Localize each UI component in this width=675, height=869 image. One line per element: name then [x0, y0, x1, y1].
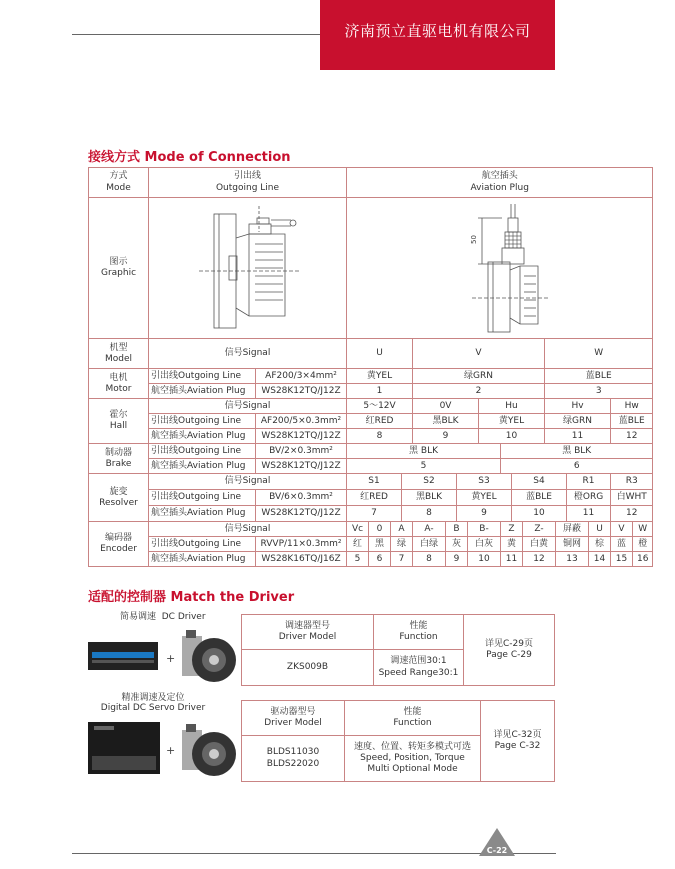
table-row	[89, 444, 653, 459]
encoder-pin: 15	[611, 552, 633, 567]
hall-color: 红RED	[347, 414, 413, 429]
table-row	[89, 459, 653, 474]
hall-signal: Hu	[479, 399, 545, 414]
servo-driver-photo	[86, 716, 238, 780]
resolver-pin: 7	[347, 506, 402, 522]
table-row	[89, 369, 653, 384]
encoder-signal: B-	[468, 522, 501, 537]
motor-plug-spec: WS28K12TQ/J12Z	[256, 384, 347, 399]
encoder-signal: W	[633, 522, 653, 537]
brake-color: 黑 BLK	[501, 444, 653, 459]
encoder-color: 黄	[501, 537, 523, 552]
resolver-signal: S1	[347, 474, 402, 490]
resolver-color: 黄YEL	[457, 490, 512, 506]
encoder-signal: B	[446, 522, 468, 537]
encoder-signal: A-	[413, 522, 446, 537]
servo-model-header: 驱动器型号 Driver Model	[242, 701, 345, 736]
encoder-signal: Z-	[523, 522, 556, 537]
dc-model-header: 调速器型号 Driver Model	[242, 615, 374, 650]
resolver-plug-spec: WS28K12TQ/J12Z	[256, 506, 347, 522]
servo-driver-table	[241, 700, 555, 782]
motor-pin: 1	[347, 384, 413, 399]
brake-label: 制动器 Brake	[89, 444, 149, 474]
encoder-signal: Z	[501, 522, 523, 537]
dimension-label: 50	[469, 235, 478, 244]
dc-driver-label: 简易调速 DC Driver	[120, 612, 206, 622]
motor-color: 绿GRN	[413, 369, 545, 384]
hall-outgoing-label: 引出线Outgoing Line	[149, 414, 256, 429]
encoder-pin: 16	[633, 552, 653, 567]
encoder-color: 白绿	[413, 537, 446, 552]
motor-outgoing-label: 引出线Outgoing Line	[149, 369, 256, 384]
encoder-pin: 12	[523, 552, 556, 567]
resolver-pin: 8	[402, 506, 457, 522]
brake-plug-spec: WS28K12TQ/J12Z	[256, 459, 347, 474]
servo-model-value: BLDS11030 BLDS22020	[242, 736, 345, 782]
servo-driver-label: 精准调速及定位 Digital DC Servo Driver	[100, 693, 206, 713]
table-row	[89, 168, 653, 198]
page-number: C-22	[486, 846, 508, 855]
outgoing-drawing-cell	[149, 198, 347, 339]
encoder-pin: 11	[501, 552, 523, 567]
brake-outgoing-spec: BV/2×0.3mm²	[256, 444, 347, 459]
table-row	[89, 429, 653, 444]
encoder-signal-header: 信号Signal	[149, 522, 347, 537]
company-name: 济南预立直驱电机有限公司	[344, 22, 531, 40]
hall-signal-header: 信号Signal	[149, 399, 347, 414]
table-row	[242, 701, 555, 736]
encoder-color: 棕	[589, 537, 611, 552]
table-row	[242, 615, 555, 650]
table-row	[89, 339, 653, 369]
encoder-outgoing-label: 引出线Outgoing Line	[149, 537, 256, 552]
hall-color: 绿GRN	[545, 414, 611, 429]
resolver-pin: 9	[457, 506, 512, 522]
motor-pin: 2	[413, 384, 545, 399]
brake-pin: 6	[501, 459, 653, 474]
motor-color: 蓝BLE	[545, 369, 653, 384]
dc-driver-photo	[86, 626, 238, 690]
svg-text:+: +	[166, 744, 176, 757]
servo-function-header: 性能 Function	[345, 701, 481, 736]
motor-signal-v: V	[413, 339, 545, 369]
encoder-color: 白灰	[468, 537, 501, 552]
hall-label: 霍尔 Hall	[89, 399, 149, 444]
aviation-plug-drawing	[398, 198, 602, 334]
hall-pin: 10	[479, 429, 545, 444]
table-row	[89, 552, 653, 567]
motor-plug-label: 航空插头Aviation Plug	[149, 384, 256, 399]
encoder-color: 白黄	[523, 537, 556, 552]
encoder-color: 黑	[369, 537, 391, 552]
resolver-color: 橙ORG	[567, 490, 611, 506]
resolver-color: 红RED	[347, 490, 402, 506]
hall-color: 黄YEL	[479, 414, 545, 429]
outgoing-header: 引出线 Outgoing Line	[149, 168, 347, 198]
brake-outgoing-label: 引出线Outgoing Line	[149, 444, 256, 459]
encoder-pin: 8	[413, 552, 446, 567]
connection-section-title: 接线方式 Mode of Connection	[88, 150, 291, 165]
servo-function-value: 速度、位置、转矩多模式可选 Speed, Position, Torque Multi Optional Mode	[345, 736, 481, 782]
servo-page-ref: 详见C-32页 Page C-32	[481, 701, 555, 782]
model-header: 机型 Model	[89, 339, 149, 369]
mode-header: 方式 Mode	[89, 168, 149, 198]
svg-text:+: +	[166, 652, 176, 665]
brake-color: 黑 BLK	[347, 444, 501, 459]
encoder-signal: 屏蔽	[556, 522, 589, 537]
resolver-pin: 12	[611, 506, 653, 522]
table-row	[89, 384, 653, 399]
table-row	[89, 537, 653, 552]
encoder-plug-label: 航空插头Aviation Plug	[149, 552, 256, 567]
resolver-plug-label: 航空插头Aviation Plug	[149, 506, 256, 522]
encoder-color: 铜网	[556, 537, 589, 552]
encoder-pin: 7	[391, 552, 413, 567]
encoder-pin: 13	[556, 552, 589, 567]
plug-drawing-cell	[347, 198, 653, 339]
graphic-header: 图示 Graphic	[89, 198, 149, 339]
encoder-color: 红	[347, 537, 369, 552]
resolver-pin: 10	[512, 506, 567, 522]
table-row	[89, 506, 653, 522]
encoder-color: 灰	[446, 537, 468, 552]
table-row	[89, 198, 653, 339]
resolver-outgoing-spec: BV/6×0.3mm²	[256, 490, 347, 506]
motor-signal-u: U	[347, 339, 413, 369]
resolver-signal: S4	[512, 474, 567, 490]
table-row	[89, 399, 653, 414]
encoder-pin: 9	[446, 552, 468, 567]
header-rule	[72, 34, 320, 35]
dc-function-value: 调速范围30:1 Speed Range30:1	[374, 650, 464, 686]
encoder-signal: U	[589, 522, 611, 537]
resolver-pin: 11	[567, 506, 611, 522]
encoder-color: 绿	[391, 537, 413, 552]
hall-signal: 0V	[413, 399, 479, 414]
encoder-outgoing-spec: RVVP/11×0.3mm²	[256, 537, 347, 552]
encoder-pin: 6	[369, 552, 391, 567]
motor-outgoing-spec: AF200/3×4mm²	[256, 369, 347, 384]
dc-function-header: 性能 Function	[374, 615, 464, 650]
encoder-color: 橙	[633, 537, 653, 552]
resolver-signal: R1	[567, 474, 611, 490]
hall-pin: 9	[413, 429, 479, 444]
encoder-signal: V	[611, 522, 633, 537]
hall-color: 蓝BLE	[611, 414, 653, 429]
hall-signal: Hv	[545, 399, 611, 414]
hall-signal: Hw	[611, 399, 653, 414]
hall-outgoing-spec: AF200/5×0.3mm²	[256, 414, 347, 429]
encoder-signal: A	[391, 522, 413, 537]
resolver-signal-header: 信号Signal	[149, 474, 347, 490]
brake-pin: 5	[347, 459, 501, 474]
signal-header: 信号Signal	[149, 339, 347, 369]
table-row	[89, 490, 653, 506]
outgoing-line-drawing	[149, 198, 347, 334]
motor-pin: 3	[545, 384, 653, 399]
hall-color: 黑BLK	[413, 414, 479, 429]
brake-plug-label: 航空插头Aviation Plug	[149, 459, 256, 474]
resolver-signal: S3	[457, 474, 512, 490]
resolver-color: 蓝BLE	[512, 490, 567, 506]
table-row	[89, 414, 653, 429]
dc-model-value: ZKS009B	[242, 650, 374, 686]
connection-table	[88, 167, 653, 567]
resolver-color: 白WHT	[611, 490, 653, 506]
encoder-pin: 5	[347, 552, 369, 567]
encoder-plug-spec: WS28K16TQ/J16Z	[256, 552, 347, 567]
table-row	[89, 522, 653, 537]
resolver-label: 旋变 Resolver	[89, 474, 149, 522]
hall-pin: 11	[545, 429, 611, 444]
plug-header: 航空插头 Aviation Plug	[347, 168, 653, 198]
resolver-outgoing-label: 引出线Outgoing Line	[149, 490, 256, 506]
resolver-color: 黑BLK	[402, 490, 457, 506]
table-row	[89, 474, 653, 490]
hall-plug-spec: WS28K12TQ/J12Z	[256, 429, 347, 444]
driver-section-title: 适配的控制器 Match the Driver	[88, 590, 295, 605]
hall-plug-label: 航空插头Aviation Plug	[149, 429, 256, 444]
dc-driver-table	[241, 614, 555, 686]
motor-label: 电机 Motor	[89, 369, 149, 399]
encoder-pin: 10	[468, 552, 501, 567]
resolver-signal: S2	[402, 474, 457, 490]
encoder-label: 编码器 Encoder	[89, 522, 149, 567]
dc-page-ref: 详见C-29页 Page C-29	[464, 615, 555, 686]
encoder-color: 蓝	[611, 537, 633, 552]
motor-signal-w: W	[545, 339, 653, 369]
resolver-signal: R3	[611, 474, 653, 490]
hall-pin: 12	[611, 429, 653, 444]
hall-pin: 8	[347, 429, 413, 444]
motor-color: 黄YEL	[347, 369, 413, 384]
encoder-signal: 0	[369, 522, 391, 537]
hall-signal: 5～12V	[347, 399, 413, 414]
encoder-signal: Vc	[347, 522, 369, 537]
encoder-pin: 14	[589, 552, 611, 567]
